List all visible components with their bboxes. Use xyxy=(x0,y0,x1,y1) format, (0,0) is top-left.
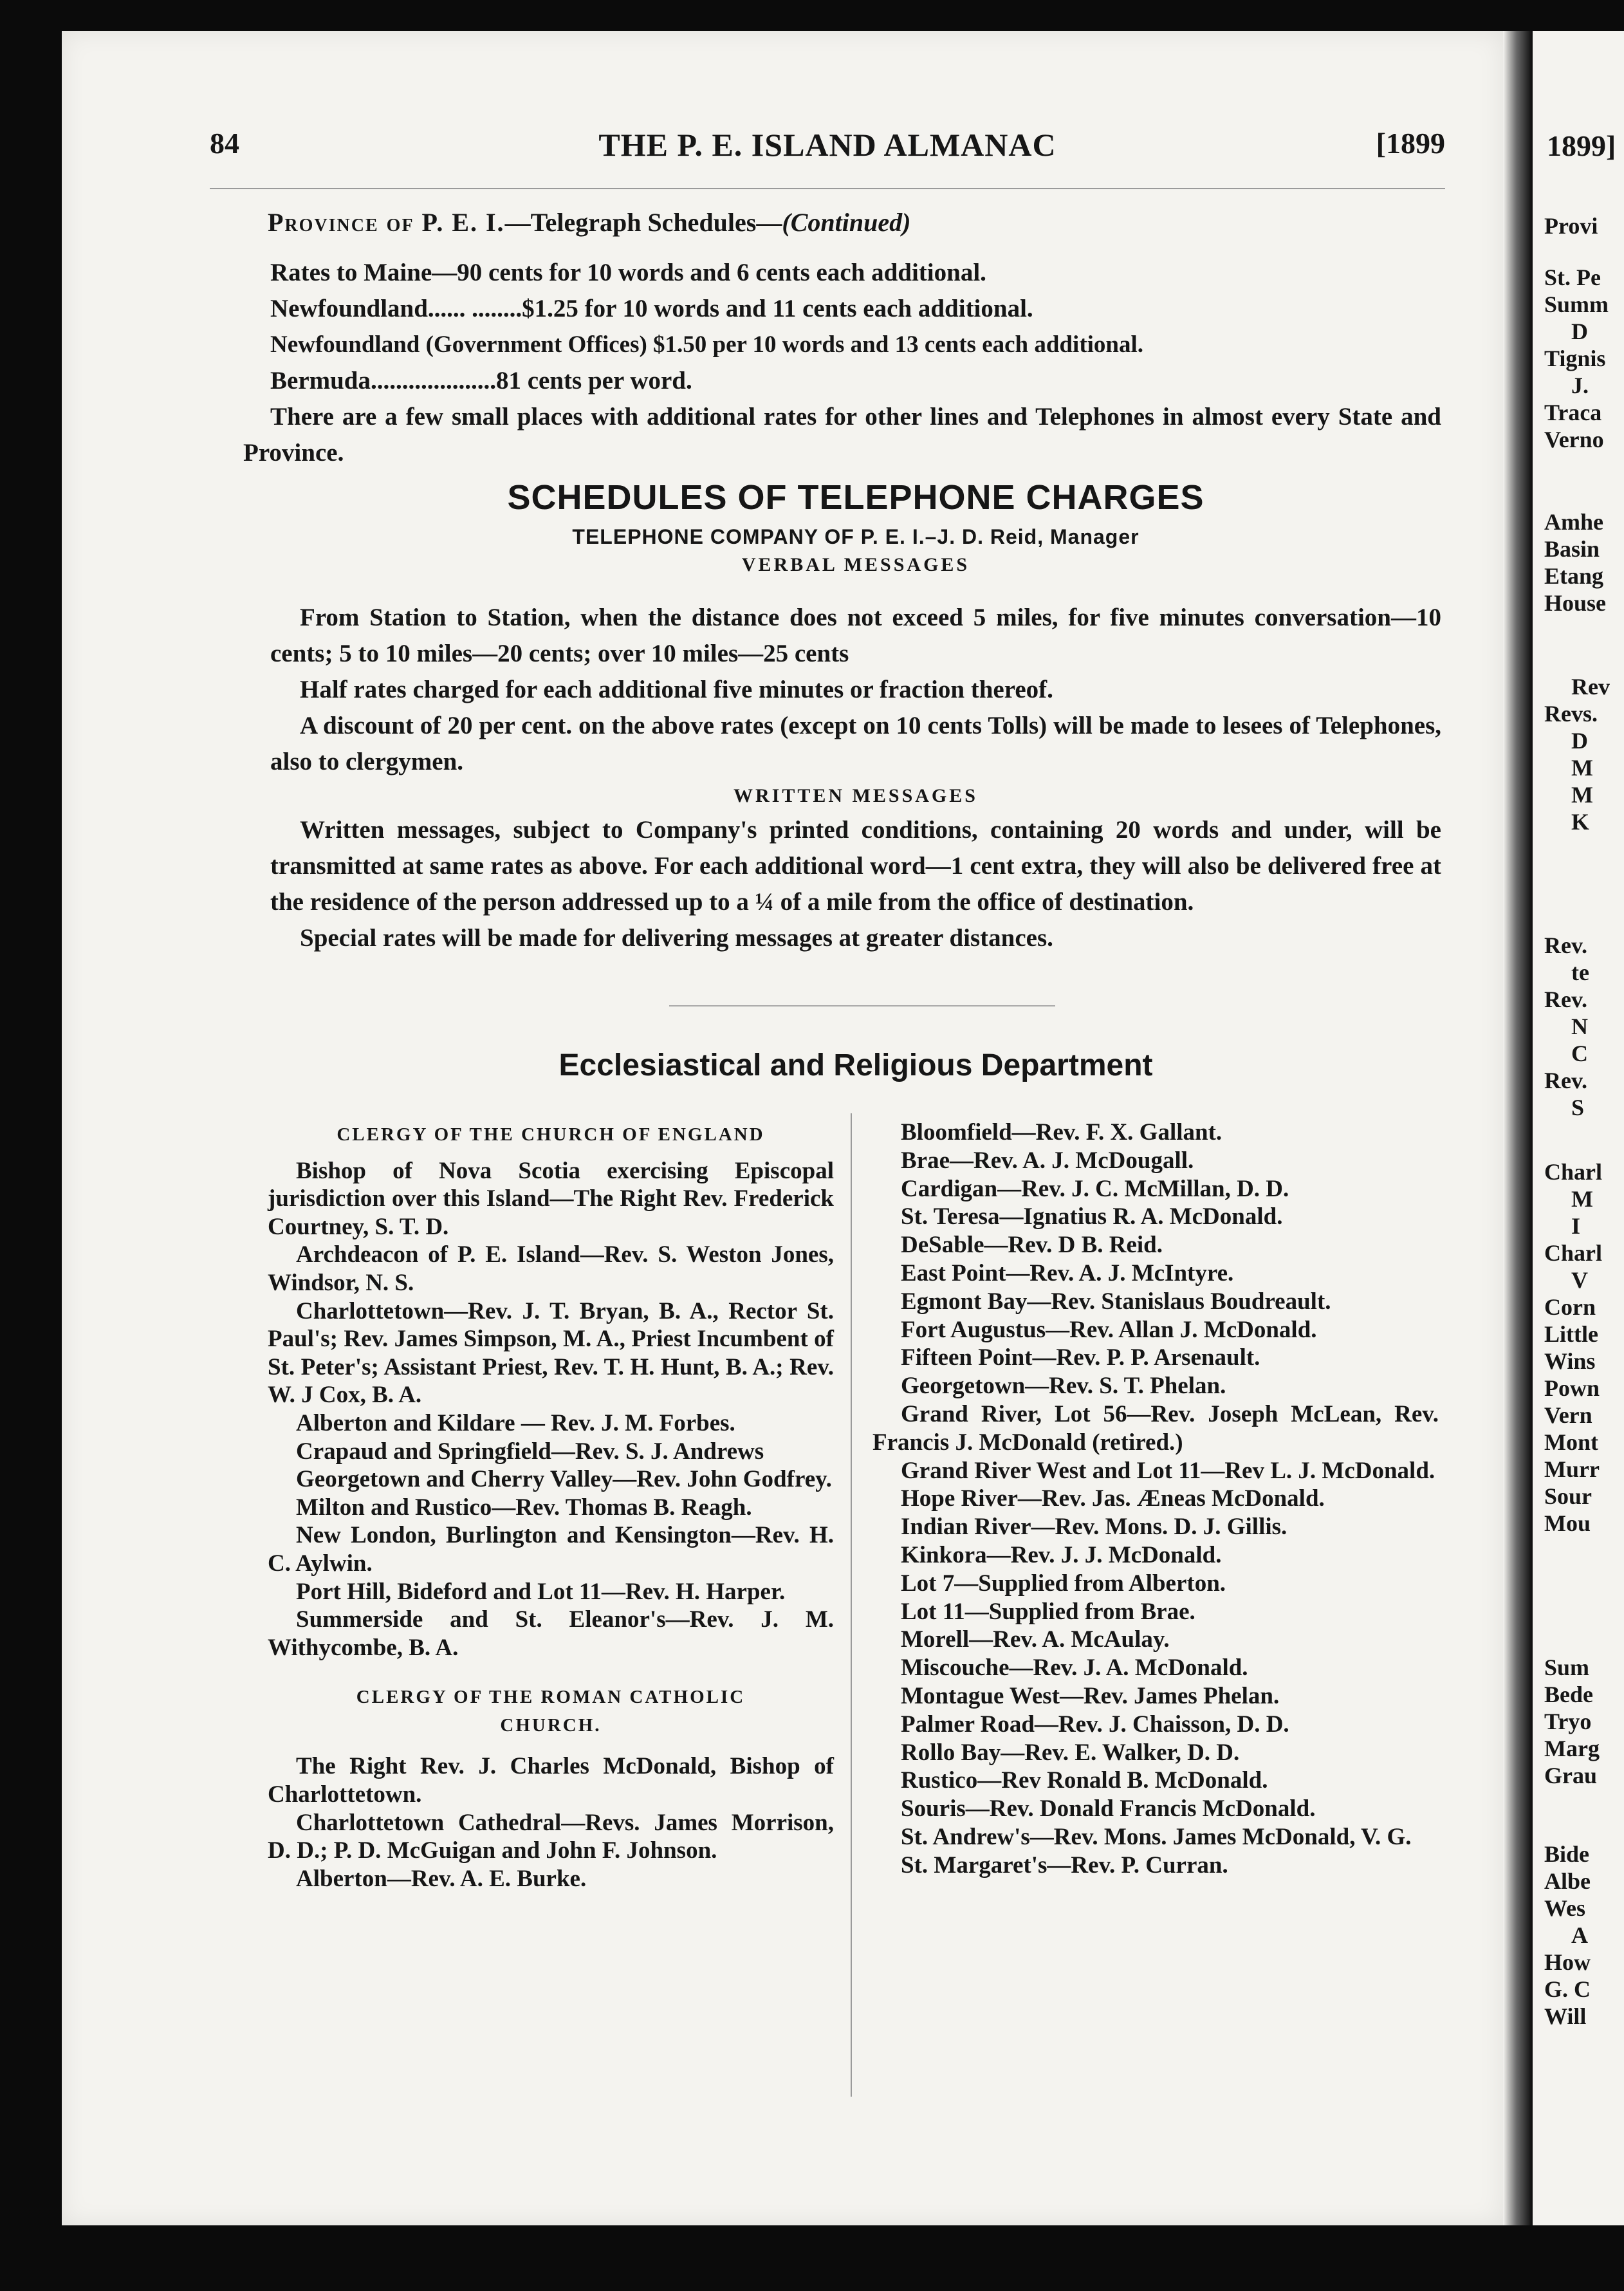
scan-border xyxy=(0,2225,1624,2291)
facing-page-fragment: Bede xyxy=(1544,1682,1593,1707)
facing-page-fragment: Rev. xyxy=(1544,1068,1587,1093)
verbal-heading: VERBAL MESSAGES xyxy=(741,554,970,575)
facing-page-fragment: Tryo xyxy=(1544,1709,1592,1734)
facing-page-fragment: Charl xyxy=(1544,1159,1602,1185)
parish-entry: East Point—Rev. A. J. McIntyre. xyxy=(901,1259,1234,1286)
written-paragraph: Written messages, subject to Company's printed conditions, containing 20 words and under, will be transmitted at same rates as above. For each additional word—1 cent extra, they will also be delivered free at the residence of the person addressed up to a ¼ of a mile from the office of destination. xyxy=(270,816,1441,916)
facing-page-fragment: Little xyxy=(1544,1321,1598,1347)
telegraph-note xyxy=(243,399,1441,471)
parish-entry: Montague West—Rev. James Phelan. xyxy=(901,1682,1280,1709)
facing-page-fragment: Grau xyxy=(1544,1763,1598,1788)
parish-entry: Palmer Road—Rev. J. Chaisson, D. D. xyxy=(901,1711,1289,1738)
left-column xyxy=(268,1118,834,1893)
facing-page-fragment: D xyxy=(1571,319,1588,344)
facing-page-fragment: C xyxy=(1571,1041,1588,1066)
facing-page-fragment: Wins xyxy=(1544,1348,1596,1374)
parish-entry: Bloomfield—Rev. F. X. Gallant. xyxy=(901,1119,1223,1146)
facing-page-fragment: Rev. xyxy=(1544,932,1587,958)
parish-entry: St. Teresa—Ignatius R. A. McDonald. xyxy=(901,1203,1283,1230)
facing-page xyxy=(1533,31,1624,2225)
verbal-paragraph: From Station to Station, when the distance does not exceed 5 miles, for five minutes conversation—10 cents; 5 to 10 miles—20 cents; over 10 miles—25 cents xyxy=(270,604,1441,667)
facing-page-fragment: Amhe xyxy=(1544,509,1603,535)
facing-page-fragment: M xyxy=(1571,755,1593,781)
telegraph-note-text: There are a few small places with additional rates for other lines and Telephones in almost every State and Province. xyxy=(243,403,1441,467)
facing-page-fragment: M xyxy=(1571,782,1593,808)
parish-entry: Cardigan—Rev. J. C. McMillan, D. D. xyxy=(901,1175,1289,1202)
clergy-entry: Alberton and Kildare — Rev. J. M. Forbes. xyxy=(296,1409,735,1436)
clergy-entry: Archdeacon of P. E. Island—Rev. S. Weston Jones, Windsor, N. S. xyxy=(268,1241,834,1296)
facing-page-fragment: Verno xyxy=(1544,427,1604,452)
telegraph-rates xyxy=(270,255,1448,399)
telephone-section xyxy=(270,478,1441,576)
column-divider xyxy=(851,1113,852,2097)
rate-line: Newfoundland...... ........$1.25 for 10 words and 11 cents each additional. xyxy=(270,295,1033,322)
verbal-messages xyxy=(270,600,1441,956)
parish-entry: Lot 7—Supplied from Alberton. xyxy=(901,1570,1226,1597)
facing-page-fragment: Traca xyxy=(1544,400,1602,425)
facing-page-fragment: S xyxy=(1571,1095,1585,1120)
facing-page-fragment: Albe xyxy=(1544,1868,1591,1894)
facing-page-fragment: Sum xyxy=(1544,1655,1590,1680)
facing-page-fragment: te xyxy=(1571,960,1589,985)
facing-page-fragment: Provi xyxy=(1544,213,1598,239)
facing-page-fragment: Vern xyxy=(1544,1402,1592,1428)
facing-page-fragment: Pown xyxy=(1544,1375,1600,1401)
parish-entry: DeSable—Rev. D B. Reid. xyxy=(901,1232,1163,1259)
clergy-entry: Port Hill, Bideford and Lot 11—Rev. H. Harper. xyxy=(296,1578,786,1605)
parish-entry: St. Margaret's—Rev. P. Curran. xyxy=(901,1851,1228,1878)
clergy-entry: Charlottetown—Rev. J. T. Bryan, B. A., Rector St. Paul's; Rev. James Simpson, M. A., Priest Incumbent of St. Peter's; Assistant Priest, Rev. T. H. Hunt, B. A.; Rev. W. J Cox, B. A. xyxy=(268,1297,834,1409)
facing-page-fragment: N xyxy=(1571,1014,1588,1039)
parish-entry: Hope River—Rev. Jas. Æneas McDonald. xyxy=(901,1485,1325,1512)
rate-line: Rates to Maine—90 cents for 10 words and 6 cents each additional. xyxy=(270,259,986,286)
running-header xyxy=(210,126,1445,171)
facing-page-fragment: Mont xyxy=(1544,1429,1598,1455)
church-of-england-heading: CLERGY OF THE CHURCH OF ENGLAND xyxy=(337,1124,765,1145)
facing-page-fragment: Rev. xyxy=(1544,987,1587,1012)
parish-entry: Indian River—Rev. Mons. D. J. Gillis. xyxy=(901,1514,1287,1541)
parish-entry: Morell—Rev. A. McAulay. xyxy=(901,1626,1170,1653)
header-year: [1899 xyxy=(1376,127,1445,160)
written-paragraph: Special rates will be made for delivering messages at greater distances. xyxy=(300,924,1053,952)
running-title: THE P. E. ISLAND ALMANAC xyxy=(598,127,1057,163)
rate-line: Bermuda....................81 cents per word. xyxy=(270,367,692,394)
department-section xyxy=(270,1048,1441,1083)
facing-page-fragment: Tignis xyxy=(1544,346,1606,371)
facing-page-fragment: Sour xyxy=(1544,1483,1592,1509)
telegraph-heading: Province of P. E. I.—Telegraph Schedules—(Continued) xyxy=(268,208,911,237)
facing-page-fragment: Basin xyxy=(1544,536,1600,562)
telephone-company: TELEPHONE COMPANY OF P. E. I.–J. D. Reid, Manager xyxy=(572,525,1140,548)
clergy-entry: Alberton—Rev. A. E. Burke. xyxy=(296,1865,587,1892)
parish-entry: Miscouche—Rev. J. A. McDonald. xyxy=(901,1655,1248,1682)
clergy-entry: Bishop of Nova Scotia exercising Episcopal jurisdiction over this Island—The Right Rev. Frederick Courtney, S. T. D. xyxy=(268,1157,834,1240)
facing-page-fragment: Etang xyxy=(1544,563,1604,589)
facing-page-fragment: Summ xyxy=(1544,292,1609,317)
clergy-entry: Summerside and St. Eleanor's—Rev. J. M. Withycombe, B. A. xyxy=(268,1606,834,1661)
right-column xyxy=(872,1118,1439,1880)
parish-entry: Grand River, Lot 56—Rev. Joseph McLean, Rev. Francis J. McDonald (retired.) xyxy=(872,1400,1439,1456)
roman-catholic-heading: CLERGY OF THE ROMAN CATHOLIC CHURCH. xyxy=(356,1687,746,1736)
parish-entry: Fort Augustus—Rev. Allan J. McDonald. xyxy=(901,1316,1317,1343)
parish-entry: Rustico—Rev Ronald B. McDonald. xyxy=(901,1767,1268,1794)
facing-page-fragment: G. C xyxy=(1544,1976,1591,2002)
header-rule xyxy=(210,188,1445,189)
facing-page-fragment: A xyxy=(1571,1922,1588,1948)
parish-entry: St. Andrew's—Rev. Mons. James McDonald, V. G. xyxy=(901,1823,1412,1850)
facing-page-fragment: I xyxy=(1571,1213,1581,1239)
parish-entry: Lot 11—Supplied from Brae. xyxy=(901,1598,1195,1625)
parish-entry: Brae—Rev. A. J. McDougall. xyxy=(901,1147,1194,1174)
facing-page-fragment: M xyxy=(1571,1186,1593,1212)
parish-entry: Souris—Rev. Donald Francis McDonald. xyxy=(901,1795,1316,1823)
verbal-paragraph: Half rates charged for each additional five minutes or fraction thereof. xyxy=(300,676,1053,703)
facing-page-fragment: St. Pe xyxy=(1544,264,1601,290)
verbal-paragraph: A discount of 20 per cent. on the above rates (except on 10 cents Tolls) will be made to lesees of Telephones, also to clergymen. xyxy=(270,712,1441,775)
facing-page-fragment: Mou xyxy=(1544,1510,1591,1536)
parish-entry: Kinkora—Rev. J. J. McDonald. xyxy=(901,1541,1222,1568)
facing-page-fragment: Wes xyxy=(1544,1895,1586,1921)
facing-page-fragment: K xyxy=(1571,809,1590,835)
section-divider xyxy=(669,1005,1055,1006)
facing-page-fragment: Rev xyxy=(1571,674,1610,700)
book-spine xyxy=(1503,31,1533,2225)
clergy-entry: Crapaud and Springfield—Rev. S. J. Andrews xyxy=(296,1438,764,1465)
clergy-entry: Milton and Rustico—Rev. Thomas B. Reagh. xyxy=(296,1494,752,1521)
clergy-entry: New London, Burlington and Kensington—Rev. H. C. Aylwin. xyxy=(268,1522,834,1577)
facing-page-fragment: V xyxy=(1571,1267,1588,1293)
facing-page-fragment: Revs. xyxy=(1544,701,1598,727)
facing-page-fragment: Marg xyxy=(1544,1736,1600,1761)
facing-page-fragment: D xyxy=(1571,728,1588,754)
facing-page-fragment: Charl xyxy=(1544,1240,1602,1266)
department-title: Ecclesiastical and Religious Department xyxy=(558,1048,1153,1082)
clergy-entry: Charlottetown Cathedral—Revs. James Morrison, D. D.; P. D. McGuigan and John F. Johnson. xyxy=(268,1809,834,1864)
page-number: 84 xyxy=(210,127,239,160)
facing-page-fragment: J. xyxy=(1571,373,1589,398)
facing-page-fragment: Murr xyxy=(1544,1456,1600,1482)
telephone-title: SCHEDULES OF TELEPHONE CHARGES xyxy=(507,478,1204,517)
parish-entry: Fifteen Point—Rev. P. P. Arsenault. xyxy=(901,1344,1260,1371)
clergy-entry: The Right Rev. J. Charles McDonald, Bishop of Charlottetown. xyxy=(268,1753,834,1808)
parish-entry: Georgetown—Rev. S. T. Phelan. xyxy=(901,1373,1226,1400)
facing-page-fragment: Corn xyxy=(1544,1294,1596,1320)
facing-page-fragment: How xyxy=(1544,1949,1591,1975)
parish-entry: Egmont Bay—Rev. Stanislaus Boudreault. xyxy=(901,1288,1331,1315)
parish-entry: Rollo Bay—Rev. E. Walker, D. D. xyxy=(901,1739,1240,1766)
facing-page-fragment: Bide xyxy=(1544,1841,1590,1867)
rate-line: Newfoundland (Government Offices) $1.50 per 10 words and 13 cents each additional. xyxy=(270,331,1144,358)
telegraph-section xyxy=(270,207,1448,237)
clergy-entry: Georgetown and Cherry Valley—Rev. John Godfrey. xyxy=(296,1466,832,1493)
facing-page-fragment: Will xyxy=(1544,2003,1587,2029)
written-heading: WRITTEN MESSAGES xyxy=(734,785,978,806)
facing-page-fragment: House xyxy=(1544,590,1607,616)
parish-entry: Grand River West and Lot 11—Rev L. J. McDonald. xyxy=(901,1457,1435,1484)
facing-page-year: 1899] xyxy=(1547,129,1616,162)
